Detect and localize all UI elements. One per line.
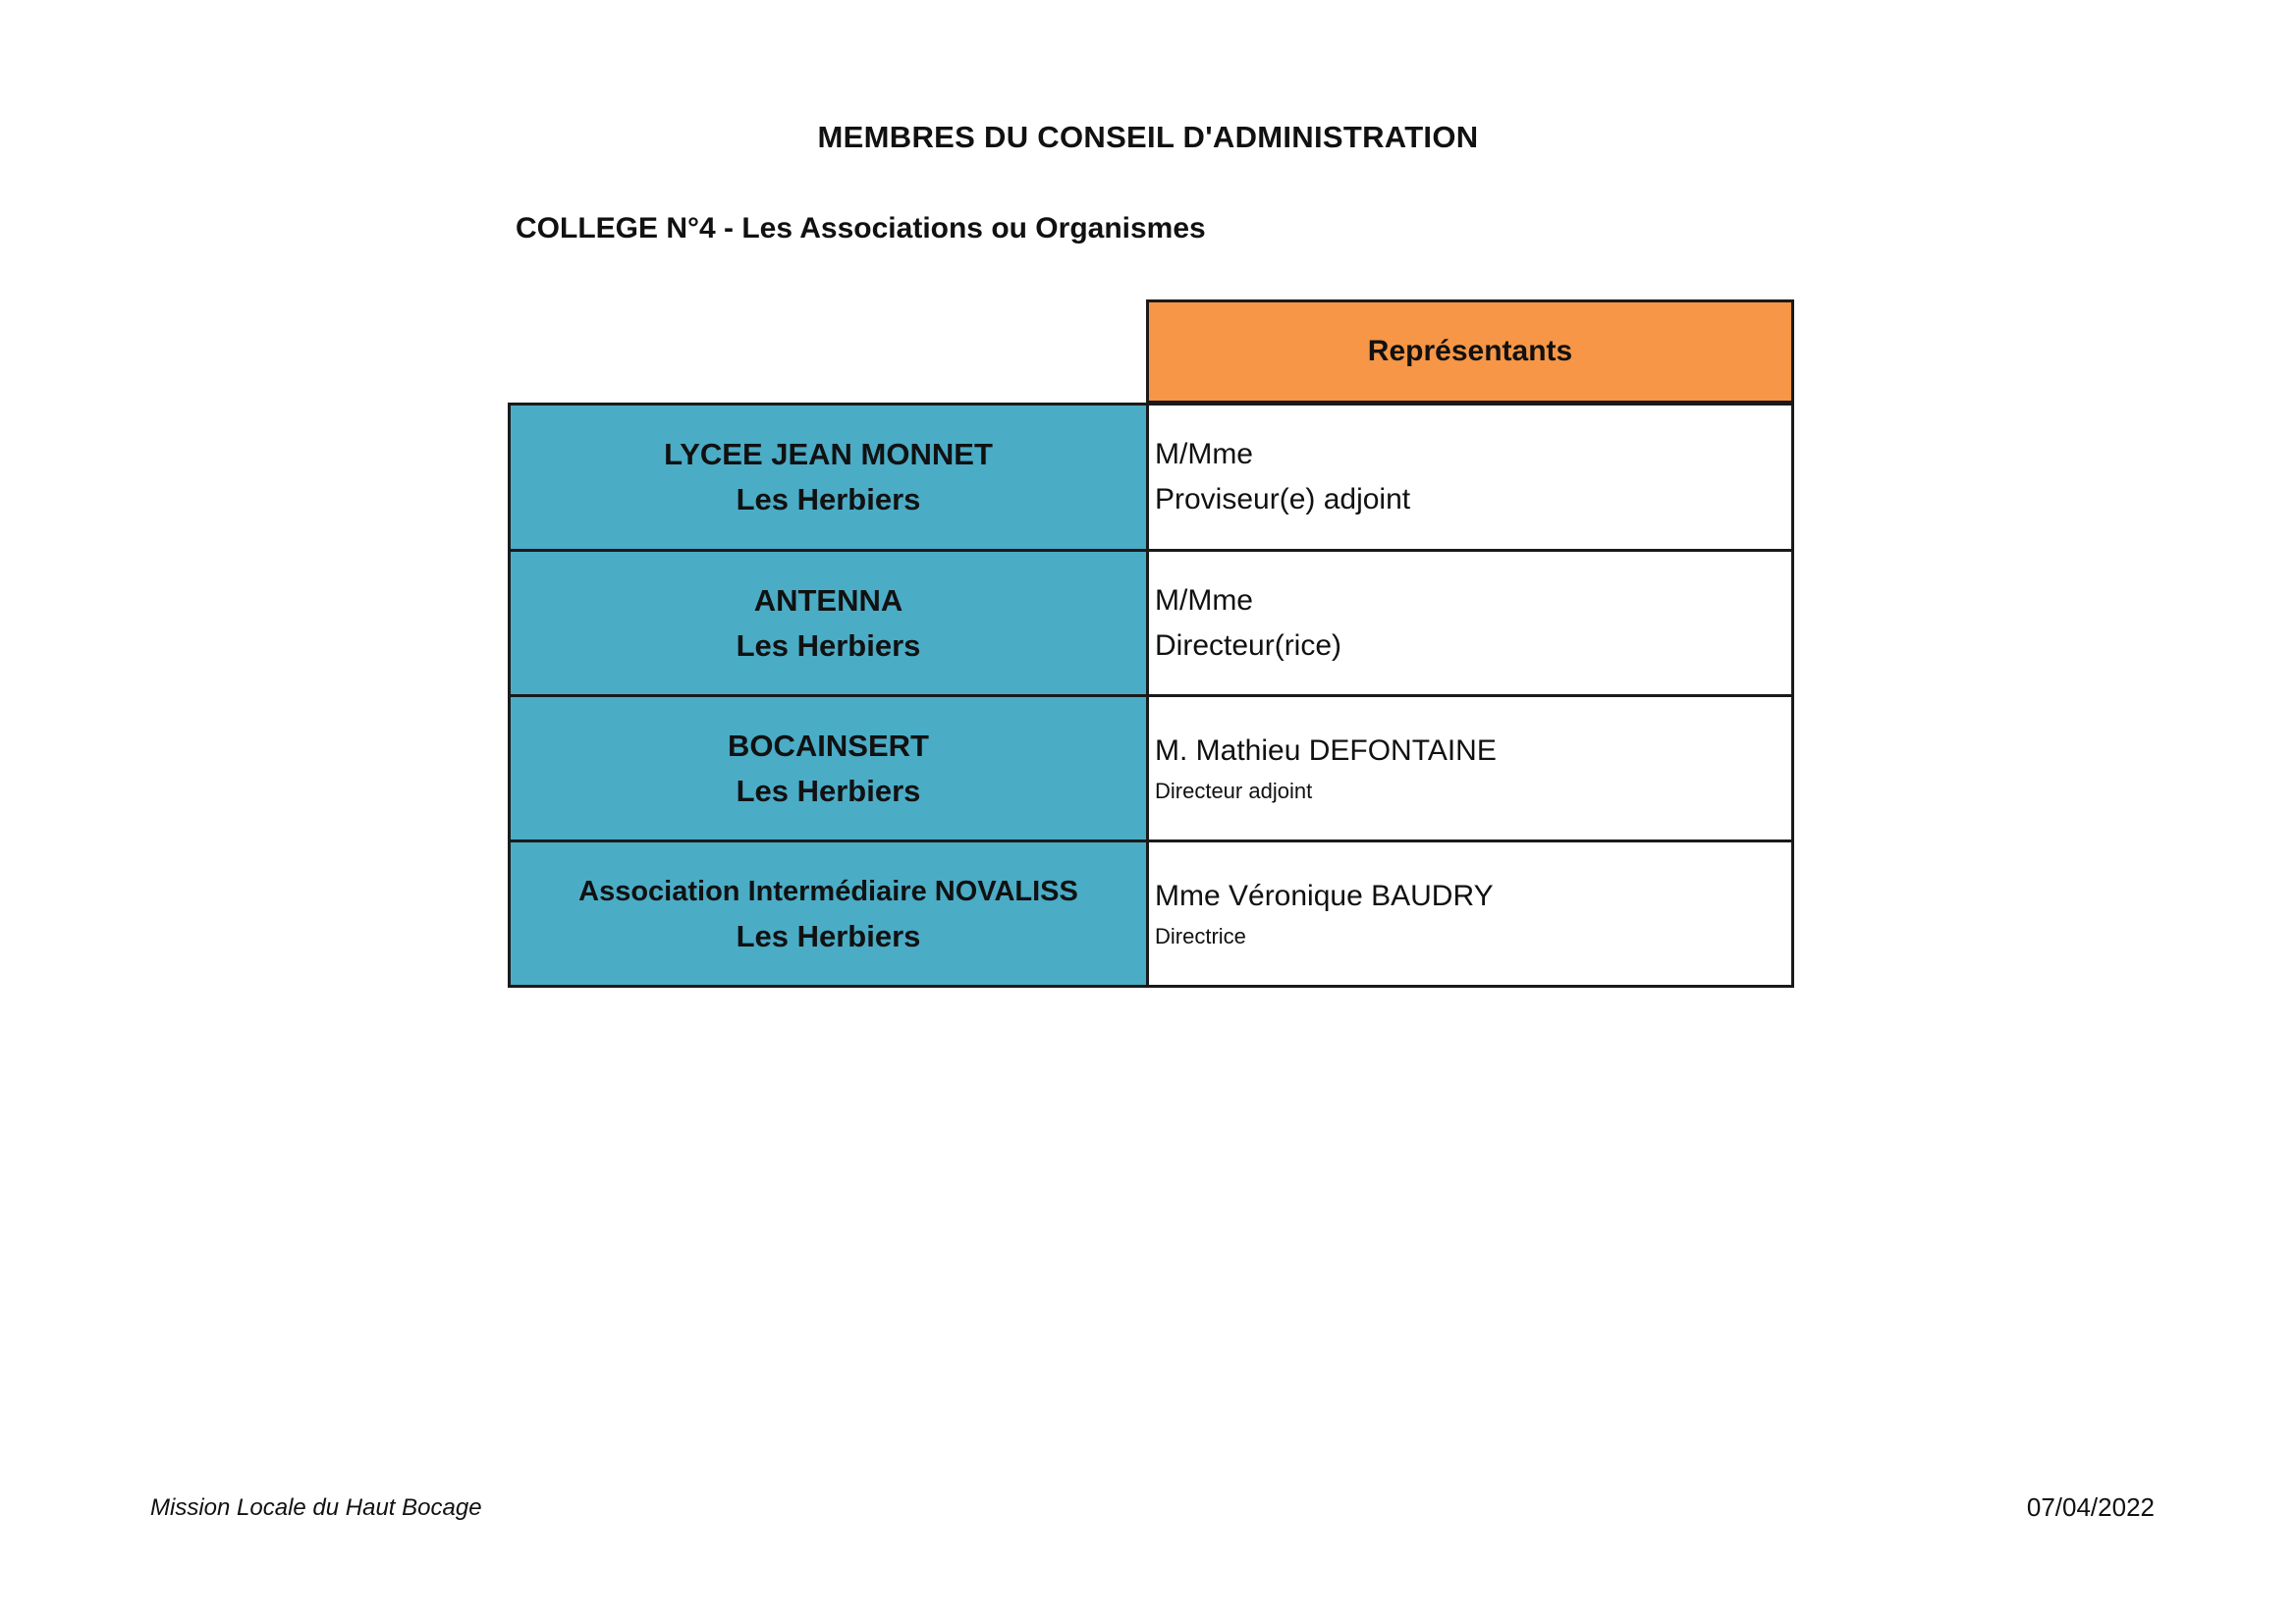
organization-city: Les Herbiers: [736, 482, 921, 516]
representative-name: M/Mme: [1155, 438, 1253, 470]
representative-role: Proviseur(e) adjoint: [1155, 483, 1411, 515]
table-row: [511, 549, 1791, 694]
representative-role: Directeur(rice): [1155, 628, 1342, 662]
representative-role: Directeur adjoint: [1155, 778, 1313, 803]
members-table: [508, 403, 1794, 988]
organization-cell: [511, 406, 1149, 549]
organization-name: LYCEE JEAN MONNET: [664, 437, 993, 471]
representatives-header: Représentants: [1146, 299, 1794, 404]
table-row: [511, 406, 1791, 549]
representative-name: M/Mme: [1155, 583, 1253, 617]
organization-cell: [511, 552, 1149, 694]
footer-organization: Mission Locale du Haut Bocage: [150, 1494, 482, 1521]
representative-cell: [1149, 406, 1791, 549]
representative-cell: [1149, 697, 1791, 839]
organization-name: BOCAINSERT: [728, 728, 929, 763]
footer-date: 07/04/2022: [2026, 1492, 2155, 1522]
organization-city: Les Herbiers: [736, 773, 921, 808]
representative-role: Directrice: [1155, 923, 1246, 948]
representative-cell: [1149, 842, 1791, 985]
organization-name: ANTENNA: [753, 582, 903, 618]
organization-cell: [511, 697, 1149, 839]
organization-city: Les Herbiers: [736, 627, 921, 663]
organization-name: Association Intermédiaire NOVALISS: [578, 875, 1078, 907]
representative-cell: [1149, 552, 1791, 694]
table-row: [511, 694, 1791, 839]
representative-name: Mme Véronique BAUDRY: [1155, 879, 1494, 912]
organization-city: Les Herbiers: [736, 918, 921, 953]
table-row: [511, 839, 1791, 985]
organization-cell: [511, 842, 1149, 985]
section-title: COLLEGE N°4 - Les Associations ou Organismes: [516, 212, 1206, 244]
page-title: MEMBRES DU CONSEIL D'ADMINISTRATION: [817, 120, 1479, 154]
representative-name: M. Mathieu DEFONTAINE: [1155, 733, 1497, 767]
